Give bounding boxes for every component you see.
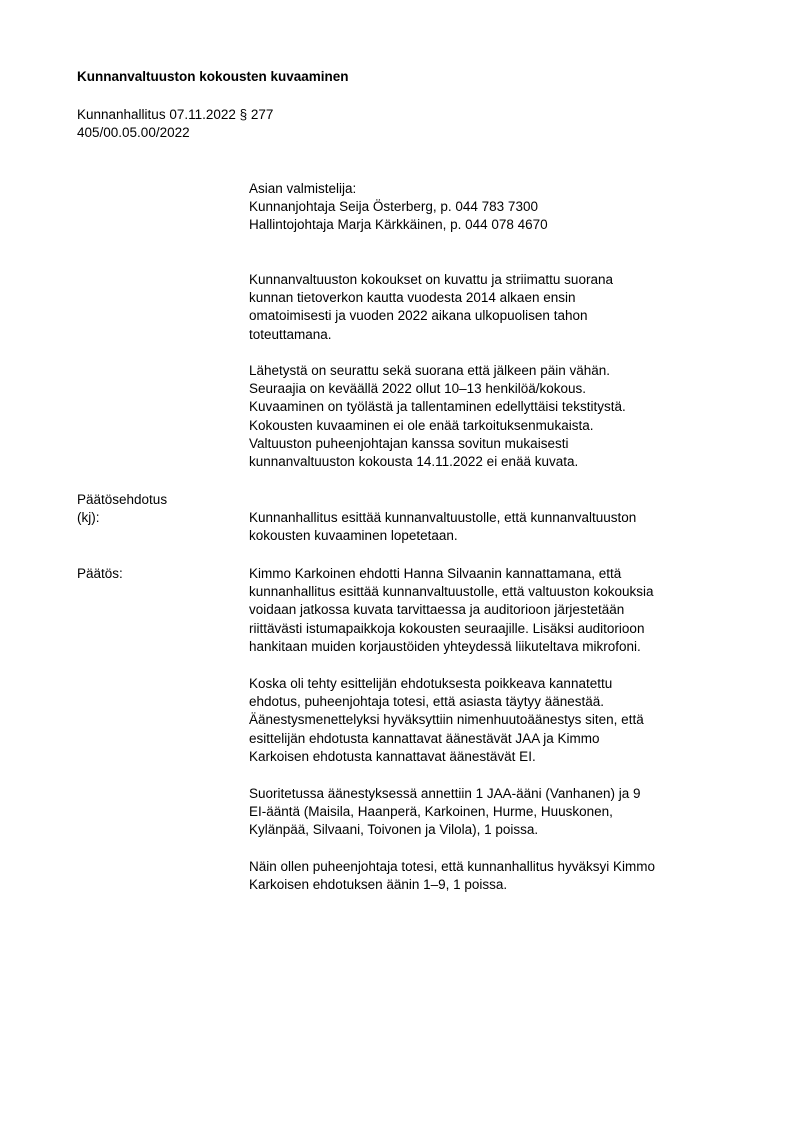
background-paragraph-2 [249,362,749,471]
text-line: omatoimisesti ja vuoden 2022 aikana ulkopuolisen tahon [249,308,588,324]
proposal-label-line: Päätösehdotus [77,492,168,507]
record-number: 405/00.05.00/2022 [77,125,190,141]
text-line: Kunnanvaltuuston kokoukset on kuvattu ja striimattu suorana [249,272,613,287]
preparer-line: Hallintojohtaja Marja Kärkkäinen, p. 044 078 4670 [249,217,548,233]
meeting-reference: Kunnanhallitus 07.11.2022 § 277 [77,107,274,122]
text-line: riittävästi istumapaikkoja kokousten seuraajille. Lisäksi auditorioon [249,620,645,636]
text-line: Karkoisen ehdotuksen äänin 1–9, 1 poissa. [249,877,508,893]
text-line: ehdotus, puheenjohtaja totesi, että asiasta täytyy äänestää. [249,694,604,710]
document-meta [77,106,273,142]
proposal-label-line: (kj): [77,510,100,526]
text-line: kokousten kuvaaminen lopetetaan. [249,528,458,544]
text-line: Lähetystä on seurattu sekä suorana että jälkeen päin vähän. [249,363,610,378]
text-line: Äänestysmenettelyksi hyväksyttiin nimenhuutoäänestys siten, että [249,712,644,728]
text-line: esittelijän ehdotusta kannattavat äänestävät JAA ja Kimmo [249,730,600,746]
text-line: kunnanvaltuuston kokousta 14.11.2022 ei enää kuvata. [249,454,579,470]
preparers-heading: Asian valmistelija: [249,181,357,196]
text-line: Kylänpää, Silvaani, Toivonen ja Vilola), 1 poissa. [249,822,539,838]
proposal-text [249,509,749,545]
text-line: Karkoisen ehdotusta kannattavat äänestävät EI. [249,748,536,764]
text-line: toteuttamana. [249,326,332,342]
decision-paragraph-1 [249,565,749,656]
decision-paragraph-3 [249,785,749,840]
text-line: kunnan tietoverkon kautta vuodesta 2014 alkaen ensin [249,290,576,306]
decision-paragraph-4 [249,858,749,894]
text-line: Kuvaaminen on työlästä ja tallentaminen edellyttäisi tekstitystä. [249,399,626,415]
decision-paragraph-2 [249,675,749,766]
text-line: EI-ääntä (Maisila, Haanperä, Karkoinen, Hurme, Huuskonen, [249,804,613,820]
text-line: Valtuuston puheenjohtajan kanssa sovitun mukaisesti [249,435,569,451]
preparer-line: Kunnanjohtaja Seija Österberg, p. 044 783 7300 [249,199,538,215]
text-line: Seuraajia on keväällä 2022 ollut 10–13 henkilöä/kokous. [249,381,586,397]
text-line: Suoritetussa äänestyksessä annettiin 1 JAA-ääni (Vanhanen) ja 9 [249,786,641,801]
text-line: Kimmo Karkoinen ehdotti Hanna Silvaanin kannattamana, että [249,566,622,581]
background-paragraph-1 [249,271,749,344]
proposal-label [77,491,167,527]
text-line: Kunnanhallitus esittää kunnanvaltuustolle, että kunnanvaltuuston [249,510,637,525]
text-line: kunnanhallitus esittää kunnanvaltuustolle, että valtuuston kokouksia [249,584,654,600]
decision-label: Päätös: [77,566,123,581]
document-title: Kunnanvaltuuston kokousten kuvaaminen [77,69,349,84]
text-line: Kokousten kuvaaminen ei ole enää tarkoituksenmukaista. [249,417,594,433]
text-line: voidaan jatkossa kuvata tarvittaessa ja auditorioon järjestetään [249,602,625,618]
text-line: hankitaan muiden korjaustöiden yhteydessä liikuteltava mikrofoni. [249,638,641,654]
text-line: Koska oli tehty esittelijän ehdotuksesta poikkeava kannatettu [249,676,613,691]
preparers-section [249,180,749,235]
text-line: Näin ollen puheenjohtaja totesi, että kunnanhallitus hyväksyi Kimmo [249,859,655,874]
